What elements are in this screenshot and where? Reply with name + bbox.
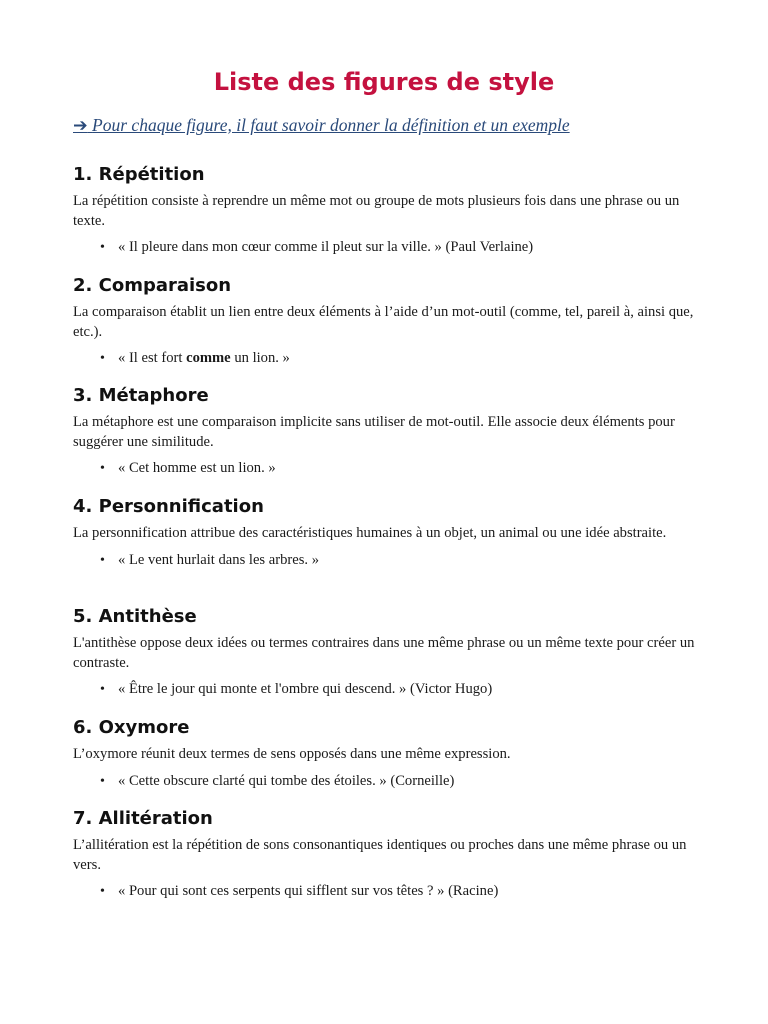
section-heading: 7. Allitération: [73, 808, 213, 829]
section-heading: 4. Personnification: [73, 496, 264, 517]
example-item: [73, 238, 698, 258]
section-repetition: [73, 163, 698, 258]
section-comparaison: [73, 274, 698, 369]
bullet-icon: •: [100, 682, 105, 697]
example-list: [73, 772, 698, 792]
example-keyword: comme: [186, 350, 231, 366]
example-text-after: un lion. »: [230, 350, 290, 366]
section-definition: L’oxymore réunit deux termes de sens opposés dans une même expression.: [73, 746, 511, 762]
bullet-icon: •: [100, 773, 105, 789]
example-list: [73, 882, 698, 902]
section-heading: 6. Oxymore: [73, 717, 190, 738]
example-text: « Pour qui sont ces serpents qui sifflent sur vos têtes ? » (Racine): [118, 883, 499, 899]
bullet-icon: •: [100, 884, 105, 899]
section-definition: La métaphore est une comparaison implicite sans utiliser de mot-outil. Elle associe deux éléments pour suggérer une similitude.: [73, 414, 675, 450]
example-text: « Le vent hurlait dans les arbres. »: [118, 551, 320, 568]
section-definition: L’allitération est la répétition de sons consonantiques identiques ou proches dans une même phrase ou un vers.: [73, 837, 687, 873]
section-definition: L'antithèse oppose deux idées ou termes contraires dans une même phrase ou un même texte pour créer un contraste.: [73, 635, 695, 671]
example-text: « Être le jour qui monte et l'ombre qui descend. » (Victor Hugo): [118, 681, 493, 697]
example-list: [73, 238, 698, 258]
example-list: [73, 551, 698, 571]
example-item: [73, 882, 698, 902]
section-alliteration: [73, 807, 698, 902]
example-item: [73, 349, 698, 369]
bullet-icon: •: [100, 240, 105, 255]
section-heading: 2. Comparaison: [73, 275, 232, 296]
example-item: [73, 680, 698, 700]
example-list: [73, 680, 698, 700]
section-definition: La personnification attribue des caractéristiques humaines à un objet, un animal ou une idée abstraite.: [73, 525, 667, 541]
page-title: Liste des figures de style: [213, 68, 555, 96]
example-text: « Cette obscure clarté qui tombe des étoiles. » (Corneille): [118, 772, 455, 789]
section-definition: La comparaison établit un lien entre deux éléments à l’aide d’un mot-outil (comme, tel, pareil à, ainsi que, etc.).: [73, 304, 694, 340]
example-text: « Il pleure dans mon cœur comme il pleut sur la ville. » (Paul Verlaine): [118, 239, 534, 255]
bullet-icon: •: [100, 552, 105, 568]
section-definition: La répétition consiste à reprendre un même mot ou groupe de mots plusieurs fois dans une phrase ou un texte.: [73, 193, 680, 229]
example-text: « Cet homme est un lion. »: [118, 460, 276, 476]
section-heading: 3. Métaphore: [73, 385, 209, 406]
arrow-icon: ➔: [73, 115, 88, 135]
example-text-before: « Il est fort: [118, 350, 187, 366]
bullet-icon: •: [100, 351, 105, 366]
example-item: [73, 772, 698, 792]
section-heading: 5. Antithèse: [73, 606, 197, 627]
example-list: [73, 349, 698, 369]
example-list: [73, 459, 698, 479]
section-oxymore: [73, 716, 698, 791]
section-metaphore: [73, 384, 698, 479]
subtitle: [73, 113, 570, 137]
section-personnification: [73, 495, 698, 570]
section-heading: 1. Répétition: [73, 164, 205, 185]
bullet-icon: •: [100, 461, 105, 476]
section-antithese: [73, 605, 698, 700]
example-item: [73, 551, 698, 571]
subtitle-text: Pour chaque figure, il faut savoir donner la définition et un exemple: [92, 115, 570, 135]
example-item: [73, 459, 698, 479]
